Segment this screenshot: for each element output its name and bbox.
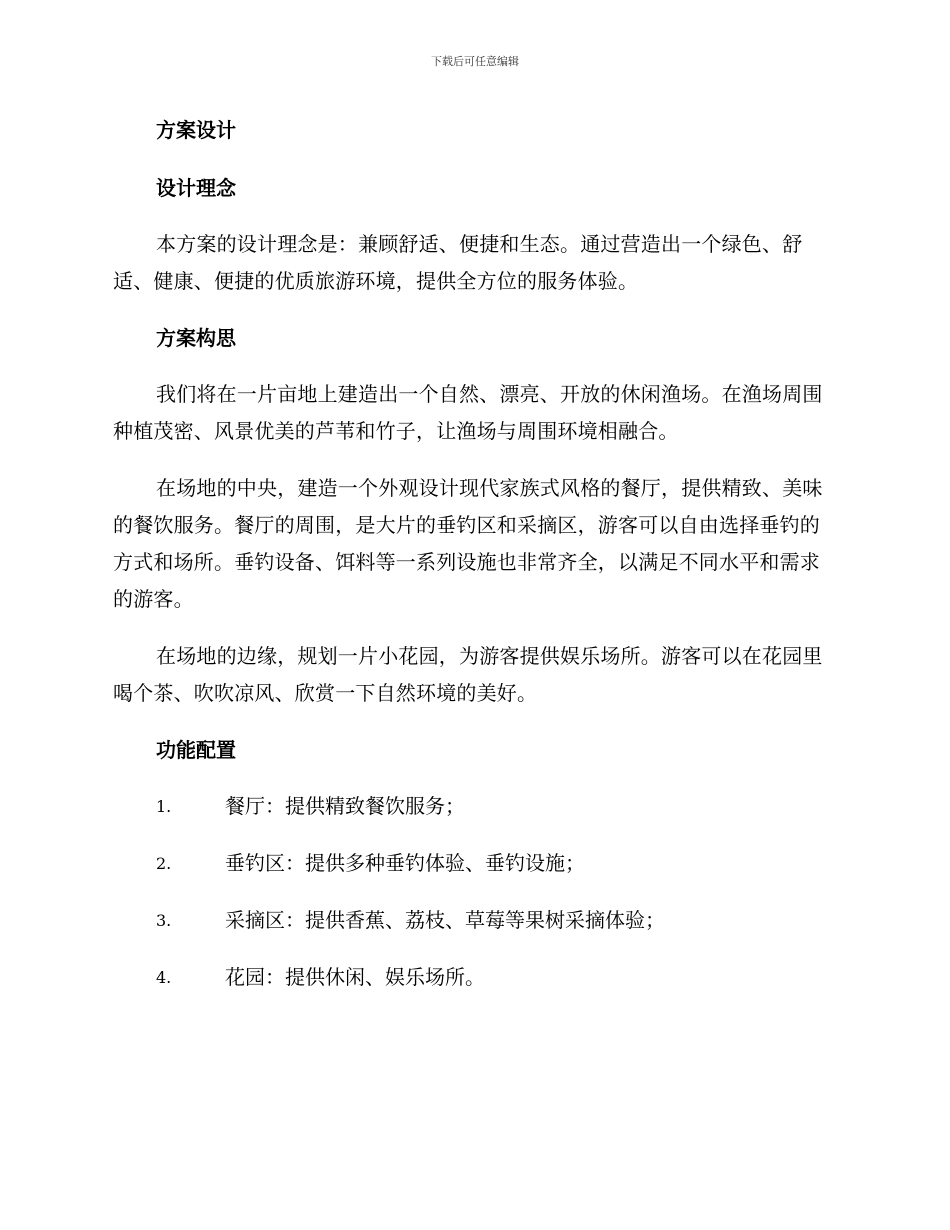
list-item-text: 垂钓区：提供多种垂钓体验、垂钓设施； bbox=[225, 851, 585, 875]
list-item-number: 3. bbox=[156, 911, 172, 930]
list-item-text: 花园：提供休闲、娱乐场所。 bbox=[225, 965, 485, 989]
list-item bbox=[113, 902, 835, 939]
features-heading: 功能配置 bbox=[156, 738, 236, 762]
list-item-text: 采摘区：提供香蕉、荔枝、草莓等果树采摘体验； bbox=[225, 908, 665, 932]
page-header-note: 下载后可任意编辑 bbox=[431, 55, 519, 68]
list-item-number: 4. bbox=[156, 968, 172, 987]
features-list bbox=[113, 788, 835, 996]
concept-paragraph: 本方案的设计理念是：兼顾舒适、便捷和生态。通过营造出一个绿色、舒适、健康、便捷的优质旅游环境，提供全方位的服务体验。 bbox=[113, 232, 803, 293]
concept-heading: 设计理念 bbox=[156, 176, 236, 200]
plan-heading: 方案构思 bbox=[156, 326, 236, 350]
document-body bbox=[113, 112, 835, 1016]
list-item bbox=[113, 959, 835, 996]
list-item-number: 2. bbox=[156, 854, 172, 873]
plan-paragraph-1: 我们将在一片亩地上建造出一个自然、漂亮、开放的休闲渔场。在渔场周围种植茂密、风景优美的芦苇和竹子，让渔场与周围环境相融合。 bbox=[113, 382, 823, 443]
list-item bbox=[113, 788, 835, 825]
list-item-text: 餐厅：提供精致餐饮服务； bbox=[225, 794, 465, 818]
document-title: 方案设计 bbox=[156, 118, 236, 142]
plan-paragraph-3: 在场地的边缘，规划一片小花园，为游客提供娱乐场所。游客可以在花园里喝个茶、吹吹凉风、欣赏一下自然环境的美好。 bbox=[113, 644, 823, 705]
list-item bbox=[113, 845, 835, 882]
plan-paragraph-2: 在场地的中央，建造一个外观设计现代家族式风格的餐厅，提供精致、美味的餐饮服务。餐厅的周围，是大片的垂钓区和采摘区，游客可以自由选择垂钓的方式和场所。垂钓设备、饵料等一系列设施也非常齐全，以满足不同水平和需求的游客。 bbox=[113, 476, 823, 611]
list-item-number: 1. bbox=[156, 797, 172, 816]
